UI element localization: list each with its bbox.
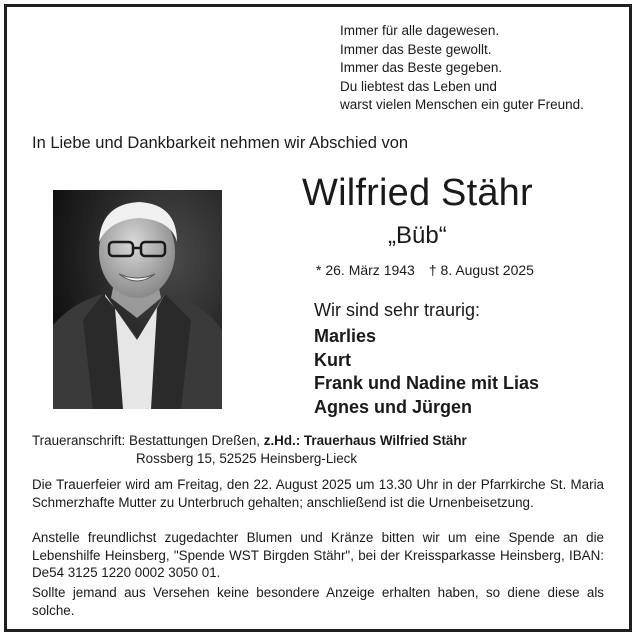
- deceased-name: Wilfried Stähr: [302, 172, 533, 214]
- mourning-heading: Wir sind sehr traurig:: [314, 300, 481, 320]
- donation-info: Anstelle freundlichst zugedachter Blumen und Kränze bitten wir um eine Spende an die Lebenshilfe Heinsberg, "Spende WST Birgden Stähr", bei der Kreissparkasse Heinsberg, IBAN: De54 3125 1220 0002 3050 01.: [32, 530, 604, 581]
- poem-line: warst vielen Menschen ein guter Freund.: [340, 97, 584, 112]
- address-company: Bestattungen Dreßen,: [129, 433, 261, 448]
- ceremony-info: Die Trauerfeier wird am Freitag, den 22. August 2025 um 13.30 Uhr in der Pfarrkirche St. Maria Schmerzhafte Mutter zu Unterbruch gehalten; anschließend ist die Urnenbeisetzung.: [32, 477, 604, 510]
- intro-text: In Liebe und Dankbarkeit nehmen wir Abschied von: [32, 134, 409, 152]
- life-dates: [316, 262, 534, 278]
- mourner-name: Marlies: [314, 326, 377, 346]
- address-label: Traueranschrift:: [32, 433, 126, 448]
- birth-date: * 26. März 1943: [316, 262, 415, 278]
- mourner-name: Kurt: [314, 349, 351, 370]
- mourning-address: [32, 432, 604, 467]
- death-date: † 8. August 2025: [428, 262, 534, 278]
- address-street: Rossberg 15, 52525 Heinsberg-Lieck: [136, 450, 358, 466]
- mourner-name: Agnes und Jürgen: [314, 396, 473, 417]
- poem: [340, 22, 584, 115]
- poem-line: Immer für alle dagewesen.: [340, 23, 500, 38]
- poem-line: Immer das Beste gegeben.: [340, 60, 503, 75]
- mourners-list: [314, 325, 539, 419]
- notice-text: Sollte jemand aus Versehen keine besondere Anzeige erhalten haben, so diene diese als solche.: [32, 585, 604, 618]
- poem-line: Du liebtest das Leben und: [340, 78, 497, 94]
- poem-line: Immer das Beste gewollt.: [340, 41, 492, 57]
- deceased-nickname: „Büb“: [388, 222, 447, 249]
- portrait-photo: [53, 190, 222, 409]
- address-attn: z.Hd.: Trauerhaus Wilfried Stähr: [263, 433, 467, 448]
- mourner-name: Frank und Nadine mit Lias: [314, 373, 540, 393]
